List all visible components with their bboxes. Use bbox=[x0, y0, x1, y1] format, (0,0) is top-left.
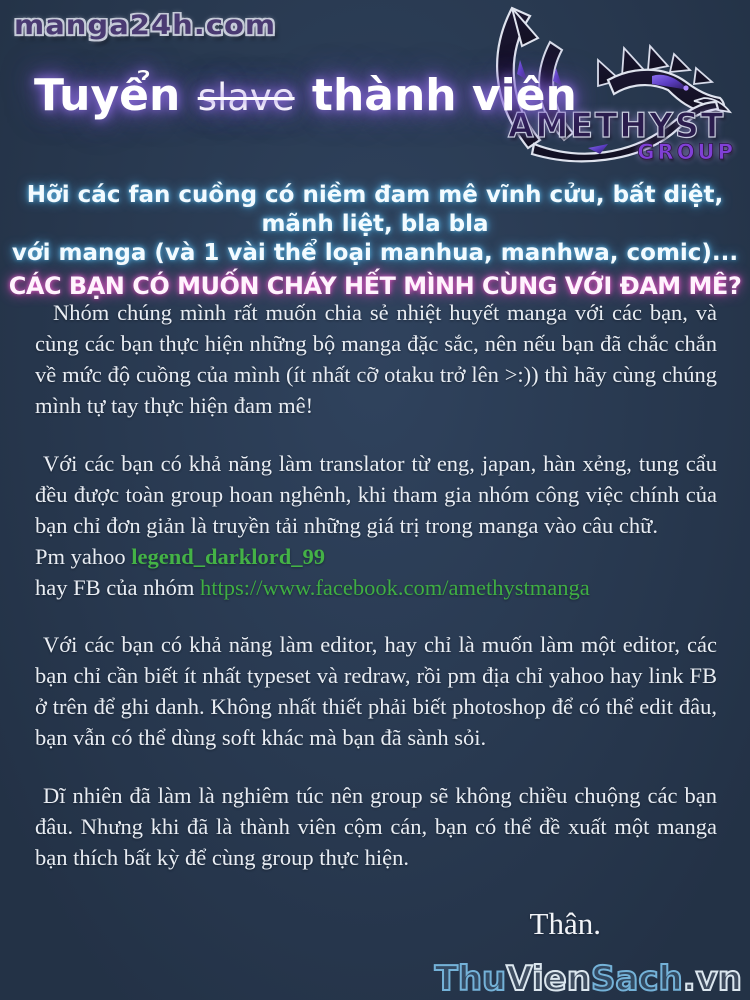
amethyst-group-text: GROUP bbox=[637, 140, 736, 164]
thuviensach-watermark bbox=[435, 959, 742, 999]
intro-line-2: với manga (và 1 vài thể loại manhua, manhwa, comic)... bbox=[11, 240, 739, 266]
watermark-part-4: .vn bbox=[682, 959, 742, 999]
intro-line-1: Hỡi các fan cuồng có niềm đam mê vĩnh cửu, bất diệt, mãnh liệt, bla bla bbox=[26, 182, 724, 237]
title-strikethrough-word: slave bbox=[197, 76, 295, 119]
yahoo-id-link[interactable]: legend_darklord_99 bbox=[131, 544, 326, 569]
facebook-label: hay FB của nhóm bbox=[35, 575, 200, 600]
paragraph-translator-block bbox=[35, 448, 717, 603]
paragraph-member: Dĩ nhiên đã làm là nghiêm túc nên group sẽ không chiều chuộng các bạn đâu. Nhưng khi đã là thành viên cộm cán, bạn có thể đề xuất một manga bạn thích bất kỳ để cùng group thực hiện. bbox=[35, 783, 717, 870]
watermark-part-2: Vien bbox=[506, 959, 591, 999]
contact-facebook-line bbox=[35, 572, 717, 603]
yahoo-label: Pm yahoo bbox=[35, 544, 132, 569]
watermark-part-1: Thu bbox=[434, 959, 507, 999]
amethyst-logo-text: AMETHYST bbox=[508, 105, 726, 146]
paragraph-intro-group: Nhóm chúng mình rất muốn chia sẻ nhiệt huyết manga với các bạn, và cùng các bạn thực hiện những bộ manga đặc sắc, nên nếu bạn đã chắc chắn về mức độ cuồng của mình (ít nhất cỡ otaku trở lên >:)) thì hãy cùng chúng mình tự tay thực hiện đam mê! bbox=[35, 300, 717, 418]
page-title bbox=[34, 70, 577, 121]
intro-question: CÁC BẠN CÓ MUỐN CHÁY HẾT MÌNH CÙNG VỚI ĐAM MÊ? bbox=[8, 272, 742, 300]
watermark-part-3: Sach bbox=[590, 959, 683, 999]
paragraph-editor: Với các bạn có khả năng làm editor, hay chỉ là muốn làm một editor, các bạn chỉ cần biết ít nhất typeset và redraw, rồi pm địa chỉ yahoo hay link FB ở trên để ghi danh. Không nhất thiết phải biết photoshop để có thể edit đâu, bạn vẫn có thể dùng soft khác mà bạn đã sành sỏi. bbox=[35, 632, 717, 750]
contact-yahoo-line bbox=[35, 541, 717, 572]
facebook-url-link[interactable]: https://www.facebook.com/amethystmanga bbox=[199, 575, 590, 600]
title-tail: thành viên bbox=[311, 70, 577, 121]
paragraph-translator: Với các bạn có khả năng làm translator từ eng, japan, hàn xẻng, tung cẩu đều được toàn group hoan nghênh, khi tham gia nhóm công việc chính của bạn chỉ đơn giản là truyền tải những giá trị trong manga vào câu chữ. bbox=[35, 451, 717, 538]
site-logo: manga24h.com bbox=[14, 9, 277, 41]
title-lead: Tuyển bbox=[34, 70, 181, 121]
intro-block bbox=[0, 181, 750, 301]
signoff-text: Thân. bbox=[529, 906, 601, 941]
body-content bbox=[35, 297, 717, 941]
